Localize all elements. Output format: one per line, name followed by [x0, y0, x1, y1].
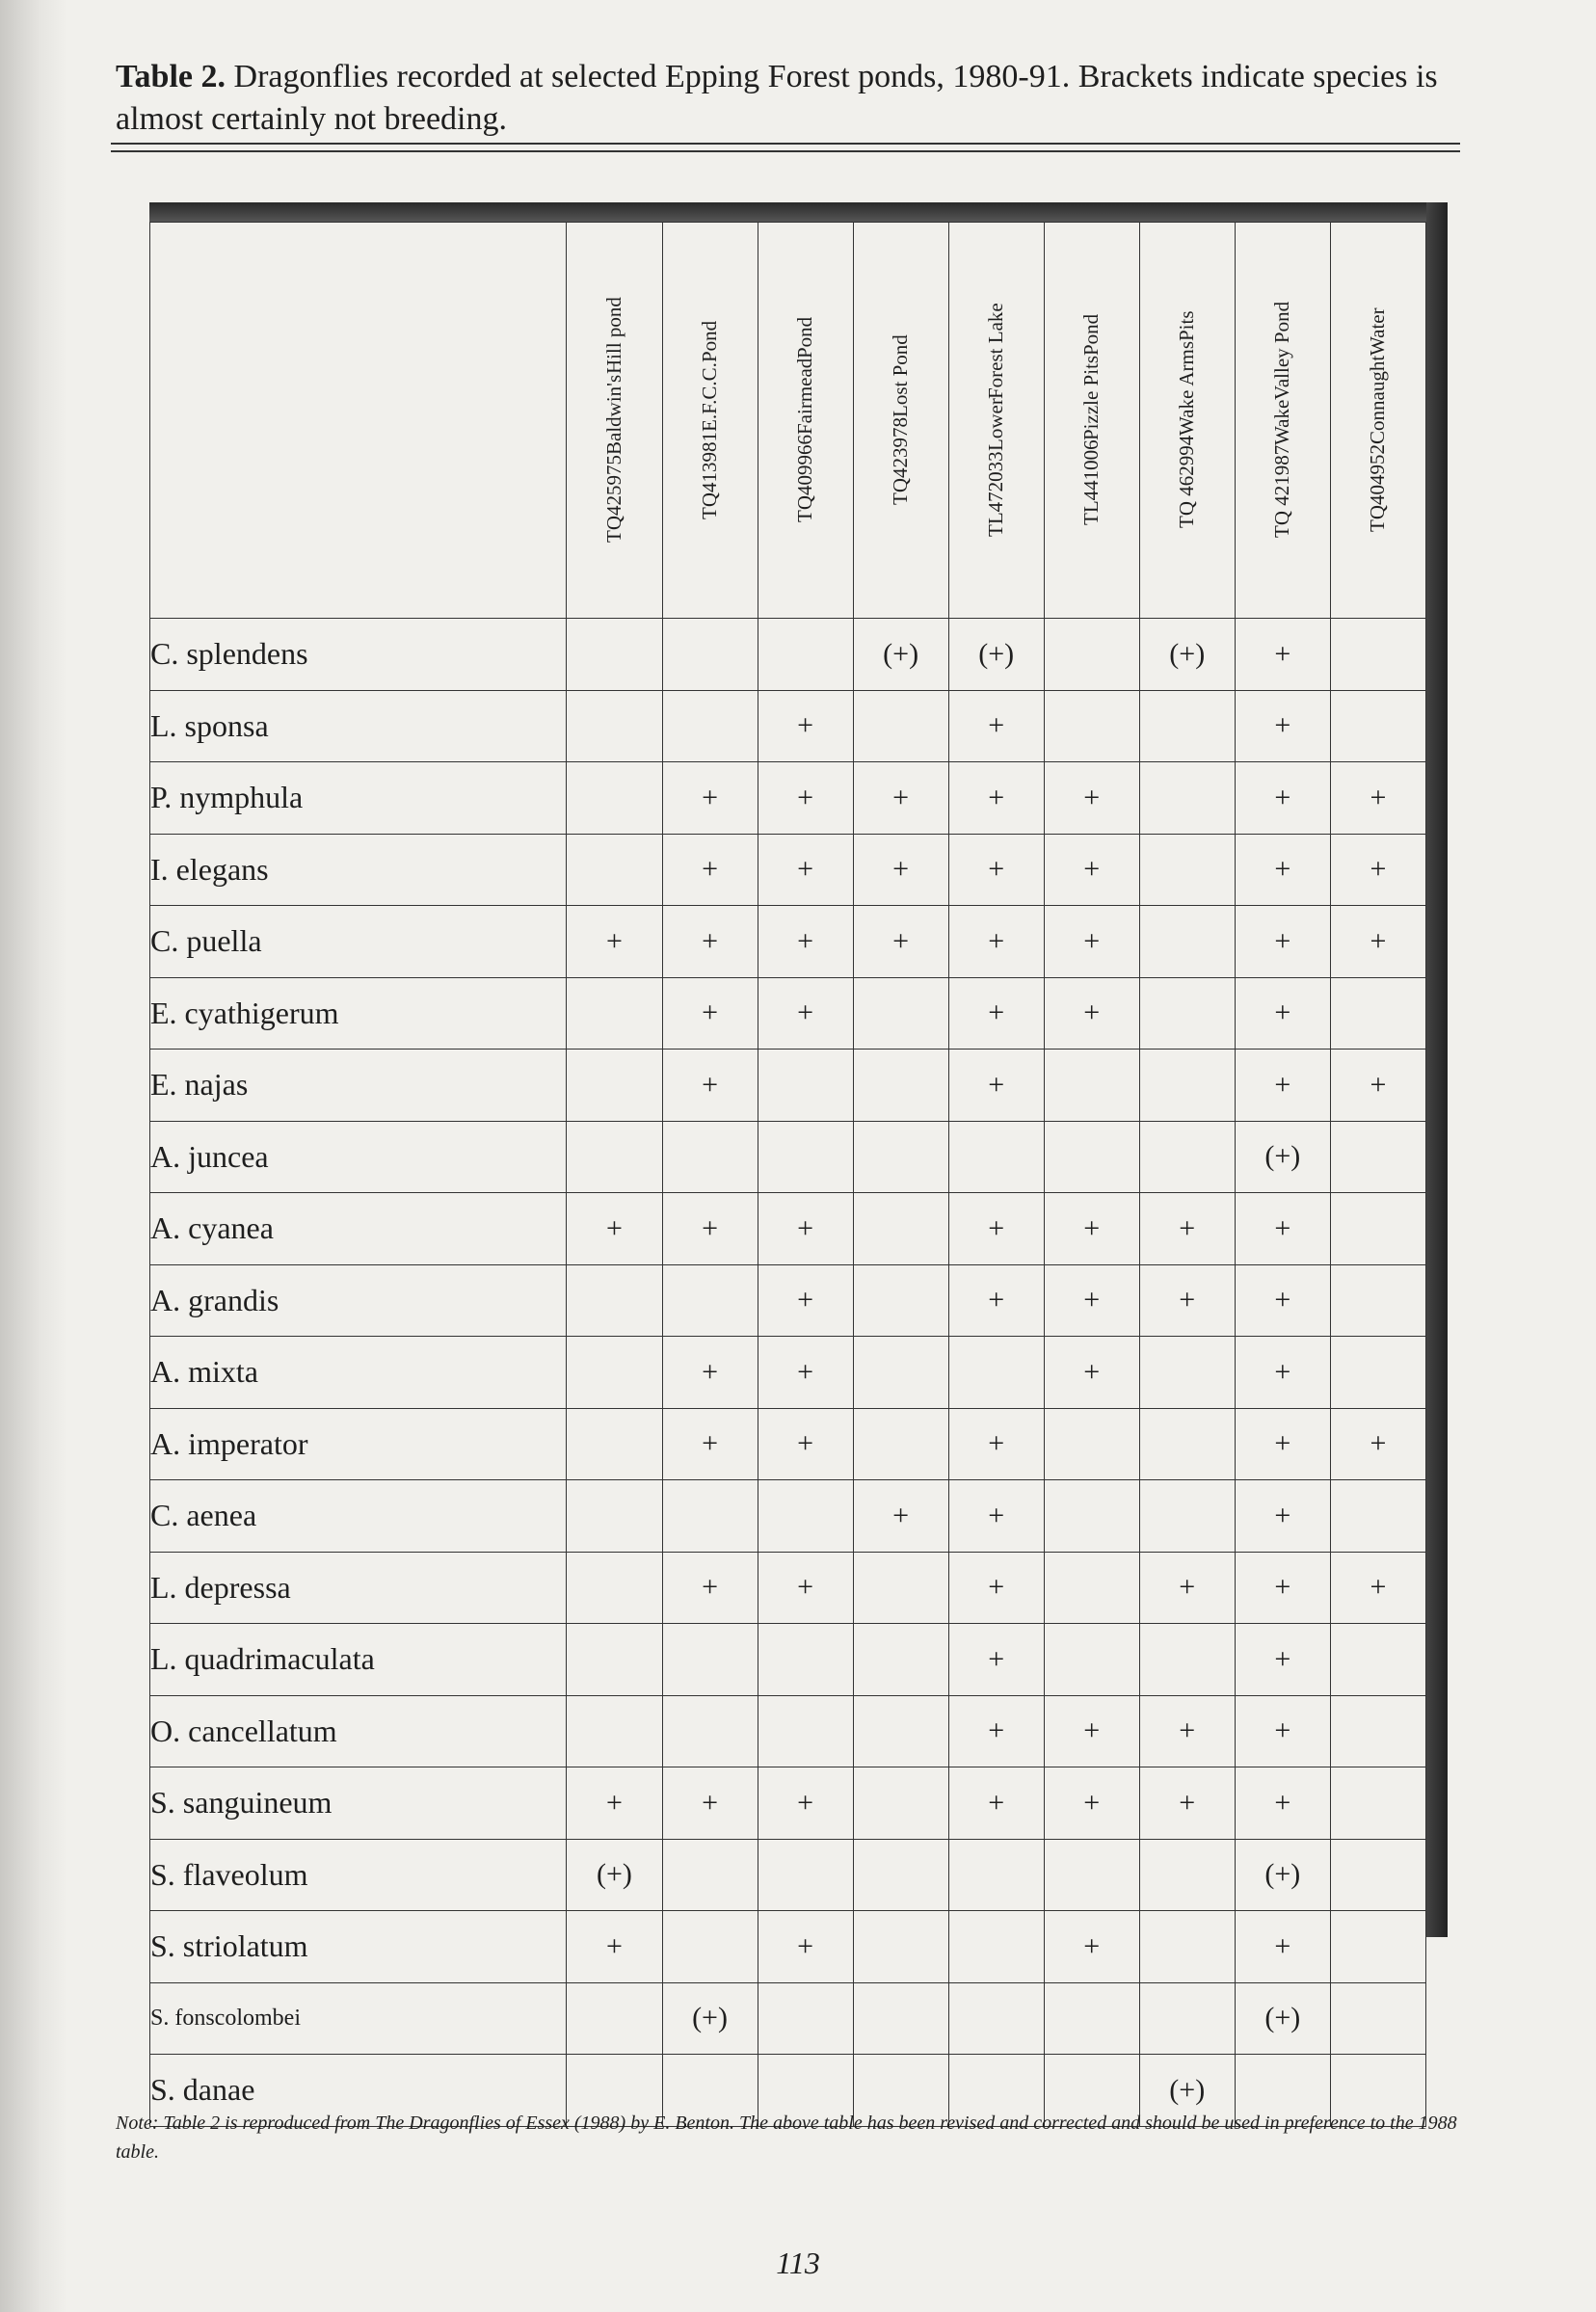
column-header-line: Wake [1270, 399, 1294, 446]
species-name: C. puella [150, 906, 567, 978]
table-row [150, 1050, 1426, 1122]
record-mark: + [1044, 762, 1139, 835]
record-mark [567, 1408, 662, 1480]
table-body [150, 619, 1426, 2127]
record-mark [948, 1982, 1044, 2055]
record-mark [1330, 977, 1425, 1050]
record-mark: + [948, 762, 1044, 835]
record-mark: + [1330, 906, 1425, 978]
record-mark [853, 1408, 948, 1480]
species-name: A. mixta [150, 1337, 567, 1409]
record-mark [1139, 1121, 1235, 1193]
species-name: L. quadrimaculata [150, 1624, 567, 1696]
record-mark: + [662, 762, 758, 835]
record-mark: + [662, 1552, 758, 1624]
record-mark: + [948, 834, 1044, 906]
record-mark [948, 1911, 1044, 1983]
column-header [1139, 223, 1235, 619]
record-mark: + [853, 1480, 948, 1553]
record-mark: + [948, 1767, 1044, 1840]
record-mark [1139, 762, 1235, 835]
page-edge-shadow [0, 0, 67, 2312]
column-header-line: Pits [1175, 310, 1199, 342]
column-header-line: TQ413981 [698, 431, 722, 519]
table-row [150, 1337, 1426, 1409]
record-mark [853, 1264, 948, 1337]
record-mark [1330, 1911, 1425, 1983]
species-name: I. elegans [150, 834, 567, 906]
record-mark [853, 1839, 948, 1911]
record-mark: (+) [1235, 1982, 1330, 2055]
record-mark: (+) [948, 619, 1044, 691]
species-name: A. cyanea [150, 1193, 567, 1265]
species-table-container [149, 202, 1426, 2108]
record-mark [853, 1193, 948, 1265]
table-row [150, 690, 1426, 762]
record-mark: + [1330, 1552, 1425, 1624]
record-mark: + [1044, 977, 1139, 1050]
column-header-line: TQ409966 [793, 435, 817, 523]
record-mark: + [567, 1767, 662, 1840]
record-mark: + [758, 762, 853, 835]
table-row [150, 977, 1426, 1050]
record-mark: + [1235, 1552, 1330, 1624]
caption-label: Table 2. [116, 59, 226, 94]
record-mark: + [1044, 1337, 1139, 1409]
record-mark [853, 1552, 948, 1624]
record-mark [853, 1337, 948, 1409]
table-row [150, 834, 1426, 906]
table-note: Note: Table 2 is reproduced from The Dragonflies of Essex (1988) by E. Benton. The above table has been revised and corrected and should be used in preference to the 1988 table. [116, 2113, 1457, 2163]
record-mark [1139, 1480, 1235, 1553]
record-mark: + [1235, 1624, 1330, 1696]
species-name: C. splendens [150, 619, 567, 691]
record-mark: + [948, 906, 1044, 978]
record-mark: + [1235, 834, 1330, 906]
column-header-line: E.F.C.C. [698, 361, 722, 432]
record-mark [662, 1839, 758, 1911]
record-mark [662, 1264, 758, 1337]
record-mark: + [948, 1480, 1044, 1553]
record-mark: + [1330, 834, 1425, 906]
record-mark [758, 1480, 853, 1553]
record-mark [1139, 1408, 1235, 1480]
record-mark: + [1235, 762, 1330, 835]
record-mark: + [1235, 1408, 1330, 1480]
record-mark: + [1044, 1911, 1139, 1983]
column-header-line: Baldwin's [601, 374, 625, 455]
record-mark: + [758, 906, 853, 978]
column-header-line: TQ 462994 [1175, 436, 1199, 529]
record-mark [758, 1121, 853, 1193]
record-mark [758, 619, 853, 691]
record-mark: + [948, 690, 1044, 762]
record-mark [1139, 834, 1235, 906]
column-header-line: Lower [984, 398, 1008, 452]
record-mark: + [1139, 1695, 1235, 1767]
record-mark: + [662, 1337, 758, 1409]
record-mark: + [758, 1767, 853, 1840]
record-mark [1044, 1552, 1139, 1624]
record-mark [1044, 1121, 1139, 1193]
record-mark [662, 690, 758, 762]
record-mark: (+) [662, 1982, 758, 2055]
record-mark [1330, 1624, 1425, 1696]
record-mark [758, 1624, 853, 1696]
record-mark [853, 690, 948, 762]
record-mark [567, 1121, 662, 1193]
record-mark: + [758, 1193, 853, 1265]
record-mark [853, 1050, 948, 1122]
record-mark [567, 1552, 662, 1624]
column-header-line: Pond [698, 320, 722, 362]
table-row [150, 1121, 1426, 1193]
record-mark [1139, 906, 1235, 978]
column-header-line: Wake Arms [1175, 341, 1199, 437]
record-mark: + [662, 834, 758, 906]
record-mark [948, 1839, 1044, 1911]
record-mark: + [567, 1911, 662, 1983]
record-mark: + [948, 1695, 1044, 1767]
column-header-label [889, 229, 913, 610]
record-mark: + [662, 1050, 758, 1122]
record-mark [1139, 1624, 1235, 1696]
column-header-line: TQ425975 [601, 454, 625, 543]
record-mark [853, 1911, 948, 1983]
column-header-line: Hill pond [601, 297, 625, 375]
column-header-line: TQ404952 [1366, 443, 1390, 532]
record-mark [1139, 1337, 1235, 1409]
column-header-label [1366, 229, 1390, 610]
caption-rule-double [111, 150, 1460, 152]
species-name: S. flaveolum [150, 1839, 567, 1911]
record-mark: + [1235, 977, 1330, 1050]
record-mark: + [1235, 619, 1330, 691]
record-mark [1139, 1982, 1235, 2055]
record-mark: + [1330, 1408, 1425, 1480]
record-mark: + [662, 977, 758, 1050]
record-mark: + [662, 1193, 758, 1265]
page-number: 113 [776, 2246, 820, 2280]
record-mark: + [758, 1552, 853, 1624]
record-mark [1330, 619, 1425, 691]
table-shadow-top [149, 202, 1426, 222]
record-mark [1330, 1982, 1425, 2055]
column-header-line: TQ 421987 [1270, 445, 1294, 539]
record-mark [1330, 1121, 1425, 1193]
record-mark: (+) [567, 1839, 662, 1911]
record-mark [1330, 1337, 1425, 1409]
record-mark: + [758, 1408, 853, 1480]
table-row [150, 1624, 1426, 1696]
table-row [150, 619, 1426, 691]
record-mark: + [948, 1624, 1044, 1696]
record-mark [758, 1982, 853, 2055]
record-mark [662, 1911, 758, 1983]
record-mark: + [1235, 1337, 1330, 1409]
record-mark: + [758, 690, 853, 762]
column-header [662, 223, 758, 619]
column-header-line: Pond [793, 316, 817, 359]
caption-text: Dragonflies recorded at selected Epping Forest ponds, 1980-91. Brackets indicate species is almost certainly not breeding. [116, 59, 1438, 137]
record-mark [1330, 1264, 1425, 1337]
species-table [149, 222, 1426, 2127]
record-mark: + [662, 1408, 758, 1480]
record-mark [1139, 1911, 1235, 1983]
record-mark [1044, 690, 1139, 762]
column-header-line: Valley Pond [1270, 301, 1294, 400]
species-name: A. juncea [150, 1121, 567, 1193]
record-mark [567, 1480, 662, 1553]
column-header-line: Forest Lake [984, 302, 1008, 399]
column-header [567, 223, 662, 619]
species-name: E. cyathigerum [150, 977, 567, 1050]
record-mark [1044, 1480, 1139, 1553]
record-mark: + [662, 906, 758, 978]
record-mark: + [758, 1264, 853, 1337]
record-mark [853, 1982, 948, 2055]
record-mark [758, 1695, 853, 1767]
column-header-line: Pizzle Pits [1079, 355, 1104, 440]
species-name: A. grandis [150, 1264, 567, 1337]
record-mark [1330, 1839, 1425, 1911]
record-mark [567, 619, 662, 691]
record-mark: + [758, 977, 853, 1050]
record-mark: + [1044, 1767, 1139, 1840]
record-mark [567, 762, 662, 835]
species-name: A. imperator [150, 1408, 567, 1480]
record-mark [567, 1695, 662, 1767]
record-mark [567, 834, 662, 906]
species-name: S. striolatum [150, 1911, 567, 1983]
record-mark [662, 619, 758, 691]
column-header [1044, 223, 1139, 619]
record-mark [1330, 1480, 1425, 1553]
record-mark: + [1044, 1193, 1139, 1265]
record-mark [1139, 690, 1235, 762]
record-mark: + [948, 1408, 1044, 1480]
column-header-line: Lost Pond [889, 334, 913, 417]
record-mark: + [662, 1767, 758, 1840]
record-mark: + [758, 1337, 853, 1409]
record-mark [853, 1767, 948, 1840]
column-header-label [793, 229, 817, 610]
column-header [758, 223, 853, 619]
table-row [150, 906, 1426, 978]
record-mark [662, 1695, 758, 1767]
record-mark [567, 1982, 662, 2055]
record-mark [1044, 1982, 1139, 2055]
caption-rule [111, 143, 1460, 145]
record-mark: + [1330, 1050, 1425, 1122]
column-header-line: Pond [1079, 313, 1104, 356]
table-row [150, 1264, 1426, 1337]
record-mark: + [1235, 1695, 1330, 1767]
record-mark: + [1139, 1264, 1235, 1337]
record-mark: + [1235, 1264, 1330, 1337]
table-row [150, 1767, 1426, 1840]
table-shadow-right [1426, 202, 1448, 1937]
species-name: S. fonscolombei [150, 1982, 567, 2055]
record-mark [853, 977, 948, 1050]
record-mark: (+) [1139, 2055, 1235, 2127]
record-mark: + [1139, 1552, 1235, 1624]
record-mark [662, 1480, 758, 1553]
column-header-line: Connaught [1366, 355, 1390, 444]
record-mark [567, 977, 662, 1050]
record-mark: + [1044, 906, 1139, 978]
table-row [150, 1193, 1426, 1265]
record-mark [1139, 977, 1235, 1050]
column-header-line: Water [1366, 307, 1390, 356]
column-header-label [1079, 229, 1104, 610]
table-row [150, 762, 1426, 835]
record-mark [853, 1624, 948, 1696]
column-header-line: TL472033 [984, 451, 1008, 538]
table-row [150, 1839, 1426, 1911]
record-mark [567, 1050, 662, 1122]
record-mark: + [948, 1552, 1044, 1624]
header-row [150, 223, 1426, 619]
table-caption [116, 56, 1465, 141]
table-row [150, 1552, 1426, 1624]
record-mark: + [1044, 834, 1139, 906]
record-mark: (+) [1235, 1839, 1330, 1911]
record-mark [853, 1121, 948, 1193]
record-mark: + [948, 1193, 1044, 1265]
record-mark [1139, 1839, 1235, 1911]
record-mark: + [1235, 1050, 1330, 1122]
record-mark [1044, 1839, 1139, 1911]
column-header [948, 223, 1044, 619]
record-mark [1044, 1408, 1139, 1480]
record-mark [948, 1121, 1044, 1193]
species-name: O. cancellatum [150, 1695, 567, 1767]
record-mark: + [1044, 1264, 1139, 1337]
record-mark: (+) [1235, 1121, 1330, 1193]
record-mark: + [567, 1193, 662, 1265]
record-mark: + [758, 834, 853, 906]
record-mark [948, 1337, 1044, 1409]
record-mark [1139, 1050, 1235, 1122]
record-mark: + [1235, 1193, 1330, 1265]
record-mark: + [1235, 690, 1330, 762]
species-name: P. nymphula [150, 762, 567, 835]
column-header-label [1270, 229, 1294, 610]
column-header [1330, 223, 1425, 619]
column-header-label [602, 229, 626, 610]
record-mark: (+) [1139, 619, 1235, 691]
record-mark [1330, 1695, 1425, 1767]
record-mark [1330, 1767, 1425, 1840]
record-mark: + [853, 762, 948, 835]
record-mark: + [1044, 1695, 1139, 1767]
record-mark [567, 1624, 662, 1696]
table-row [150, 1695, 1426, 1767]
column-header [853, 223, 948, 619]
table-row [150, 1408, 1426, 1480]
record-mark: + [1235, 1911, 1330, 1983]
table-row [150, 1911, 1426, 1983]
column-header-label [984, 229, 1008, 610]
column-header-line: Fairmead [793, 358, 817, 436]
record-mark: + [948, 977, 1044, 1050]
record-mark [853, 1695, 948, 1767]
table-row [150, 1480, 1426, 1553]
record-mark: + [948, 1050, 1044, 1122]
record-mark: + [1139, 1193, 1235, 1265]
header-corner-cell [150, 223, 567, 619]
column-header [1235, 223, 1330, 619]
species-name: S. danae [150, 2055, 567, 2127]
record-mark [758, 1839, 853, 1911]
species-name: S. sanguineum [150, 1767, 567, 1840]
record-mark: + [567, 906, 662, 978]
column-header-label [1175, 229, 1199, 610]
record-mark: + [1235, 906, 1330, 978]
species-name: L. depressa [150, 1552, 567, 1624]
column-header-line: TL441006 [1079, 439, 1104, 526]
record-mark: + [948, 1264, 1044, 1337]
record-mark [1044, 1050, 1139, 1122]
record-mark: + [853, 906, 948, 978]
record-mark: + [1330, 762, 1425, 835]
record-mark: + [1235, 1767, 1330, 1840]
column-header-line: TQ423978 [889, 416, 913, 505]
table-row [150, 1982, 1426, 2055]
record-mark [1044, 1624, 1139, 1696]
species-name: C. aenea [150, 1480, 567, 1553]
record-mark [567, 1264, 662, 1337]
species-name: E. najas [150, 1050, 567, 1122]
record-mark [1044, 619, 1139, 691]
record-mark: + [1139, 1767, 1235, 1840]
record-mark: + [758, 1911, 853, 1983]
record-mark [567, 1337, 662, 1409]
column-header-label [698, 229, 722, 610]
record-mark: + [853, 834, 948, 906]
record-mark [662, 1624, 758, 1696]
record-mark [1330, 1193, 1425, 1265]
record-mark [662, 1121, 758, 1193]
record-mark [1330, 690, 1425, 762]
record-mark [758, 1050, 853, 1122]
record-mark: (+) [853, 619, 948, 691]
species-name: L. sponsa [150, 690, 567, 762]
record-mark: + [1235, 1480, 1330, 1553]
record-mark [567, 690, 662, 762]
